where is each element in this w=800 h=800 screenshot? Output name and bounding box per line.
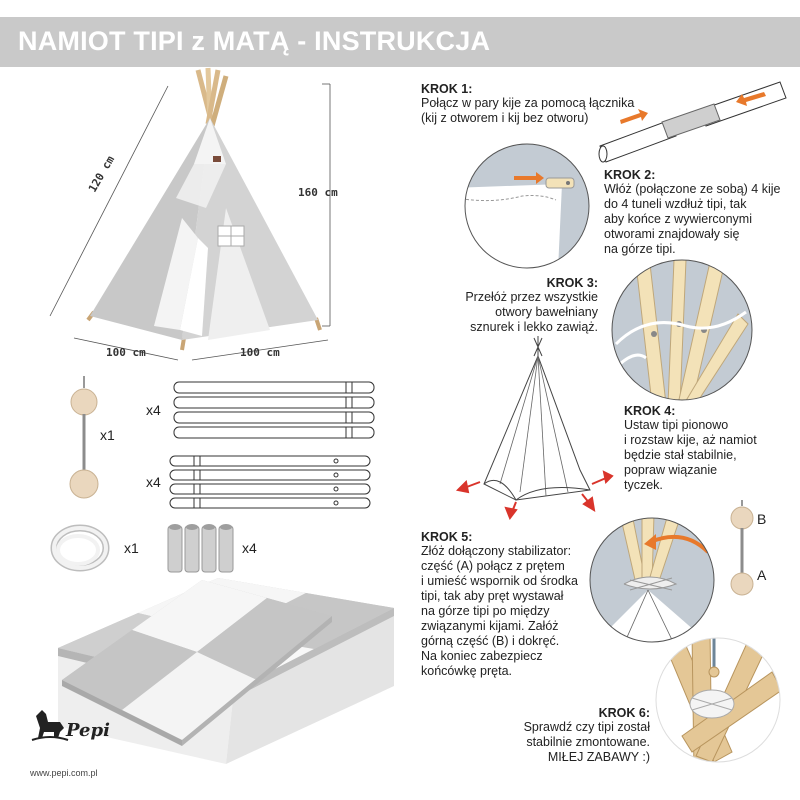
step-4 [598, 404, 758, 493]
step-6 [478, 706, 650, 765]
step-5-line-4: tipi, tak aby pręt wystawał [421, 589, 564, 603]
dimension-base-right: 100 cm [240, 346, 280, 359]
step-5-line-6: związanymi kijami. Załóż [421, 619, 559, 633]
step-4-line-4: popraw wiązanie tyczek. [624, 463, 718, 492]
short-poles-qty: x4 [146, 474, 161, 490]
step-6-line-2: stabilnie zmontowane. [526, 735, 650, 749]
step-4-teepee-frame [450, 332, 620, 522]
step-5-line-2: część (A) połącz z prętem [421, 559, 565, 573]
step-5-line-9: końcówkę pręta. [421, 664, 513, 678]
step-5-line-1: Złóż dołączony stabilizator: [421, 544, 572, 558]
step-3 [440, 276, 598, 335]
connectors-qty: x4 [242, 540, 257, 556]
step-2-line-3: aby końce z wywierconymi [604, 212, 752, 226]
step-3-line-1: Przełóż przez wszystkie [465, 290, 598, 304]
step-2-illustration [452, 140, 602, 270]
step-5-stabilizer [726, 498, 758, 602]
stabilizer-qty: x1 [100, 427, 115, 443]
play-mat-surface [62, 580, 402, 770]
short-poles-part [166, 452, 376, 512]
step-2-title: KROK 2: [604, 168, 656, 182]
teepee-illustration [30, 68, 360, 368]
stabilizer-label-a: A [757, 567, 767, 583]
step-6-line-3: MIŁEJ ZABAWY :) [547, 750, 650, 764]
step-5-line-5: na górze tipi po między [421, 604, 550, 618]
header-bar [0, 17, 800, 67]
brand-url: www.pepi.com.pl [30, 768, 98, 778]
step-5-line-8: Na koniec zabezpiecz [421, 649, 543, 663]
step-5-line-7: górną część (B) i dokręć. [421, 634, 560, 648]
step-4-line-2: i rozstaw kije, aż namiot [624, 433, 757, 447]
step-5-title: KROK 5: [421, 530, 473, 544]
step-3-title: KROK 3: [546, 276, 598, 290]
step-1-line-2: (kij z otworem i kij bez otworu) [421, 111, 589, 125]
step-6-line-1: Sprawdź czy tipi został [523, 720, 650, 734]
stabilizer-label-b: B [757, 511, 767, 527]
step-1-line-1: Połącz w pary kije za pomocą łącznika [421, 96, 635, 110]
step-3-line-2: otwory bawełniany [495, 305, 598, 319]
dimension-height: 160 cm [298, 186, 338, 199]
dimension-side: 120 cm [86, 153, 118, 195]
step-4-line-3: będzie stał stabilnie, [624, 448, 737, 462]
step-6-title: KROK 6: [598, 706, 650, 720]
step-5-line-3: i umieść wspornik od środka [421, 574, 579, 588]
step-3-line-3: sznurek i lekko zawiąż. [470, 320, 598, 334]
step-5-illustration [584, 514, 724, 644]
page-title: NAMIOT TIPI z MATĄ - INSTRUKCJA [18, 26, 491, 56]
step-1-illustration [590, 80, 800, 170]
pepi-horse-logo [30, 708, 70, 742]
step-2-line-5: na górze tipi. [604, 242, 676, 256]
rope-qty: x1 [124, 540, 139, 556]
brand-logo-text: Pepi [66, 720, 110, 741]
step-2-line-1: Włóż (połączone ze sobą) 4 kije [604, 182, 781, 196]
step-2-line-4: otworami znajdowały się [604, 227, 740, 241]
long-poles-qty: x4 [146, 402, 161, 418]
long-poles-part [170, 378, 380, 442]
dimension-base-left: 100 cm [106, 346, 146, 359]
step-2 [604, 168, 780, 257]
step-6-illustration [652, 632, 782, 772]
step-3-illustration [606, 254, 758, 406]
connectors-part [166, 520, 240, 576]
step-4-line-1: Ustaw tipi pionowo [624, 418, 729, 432]
step-4-title: KROK 4: [624, 404, 676, 418]
rope-part [44, 516, 124, 580]
step-2-line-2: do 4 tuneli wzdłuż tipi, tak [604, 197, 747, 211]
step-5 [421, 530, 578, 679]
step-1-title: KROK 1: [421, 82, 473, 96]
